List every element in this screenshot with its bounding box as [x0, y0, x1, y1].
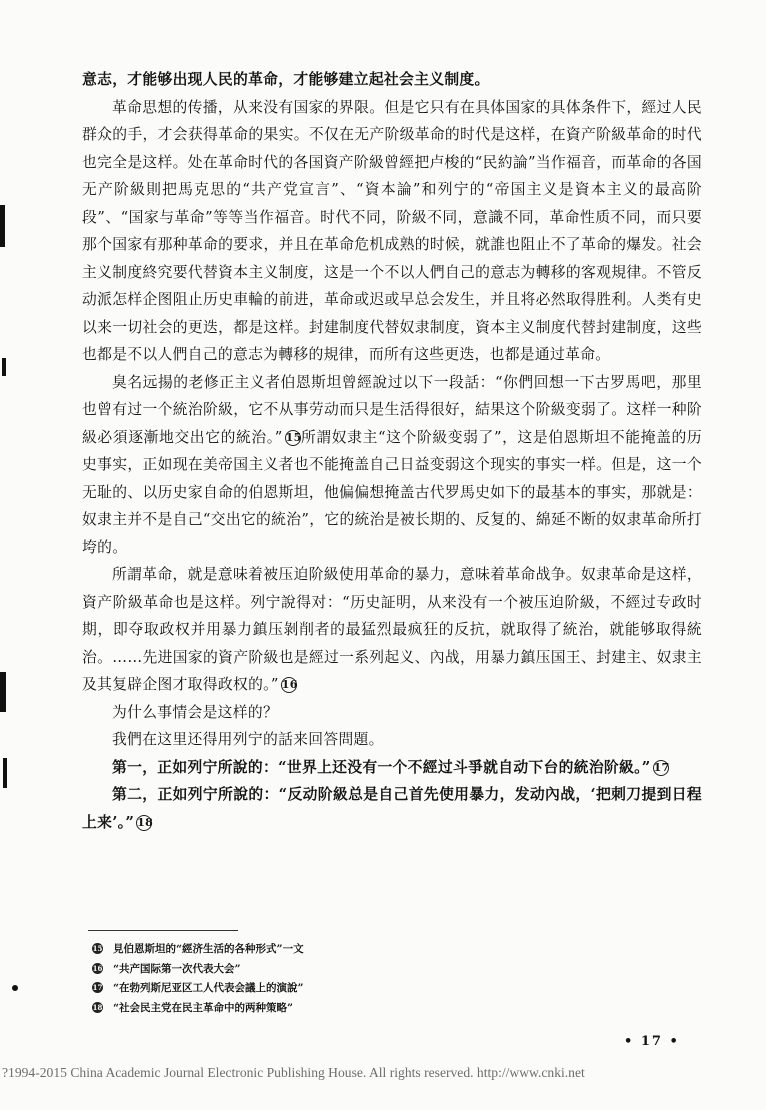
- scan-mark: [2, 358, 6, 376]
- footnote-ref: 16: [281, 678, 298, 691]
- footnote-ref: 18: [137, 815, 154, 829]
- paragraph-continuation: 意志，才能够出现人民的革命，才能够建立起社会主义制度。: [82, 71, 490, 88]
- footnote-item: [92, 999, 612, 1019]
- footnote-number: 15: [92, 944, 103, 953]
- footnote-text: “共产国际第一次代表大会”: [113, 962, 241, 975]
- body-text: [82, 66, 702, 836]
- paragraph-bernstein-quote: [82, 369, 702, 562]
- footnotes: [92, 940, 612, 1018]
- footnote-number: 16: [92, 963, 103, 973]
- scan-mark: [3, 758, 7, 788]
- footnote-item: [92, 979, 612, 999]
- paragraph-revolution-ideas: 革命思想的传播，从来没有国家的界限。但是它只有在具体国家的具体条件下，經过人民群众的手，才会获得革命的果实。不仅在无产阶级革命的时代是这样，在資产阶級革命的时代也完全是这样。处在革命时代的各国資产阶級曾經把卢梭的“民約論”当作福音，而革命的各国无产阶級則把馬克思的“共产党宣言”、“資本論”和列宁的“帝国主义是資本主义的最高阶段”、“国家与革命”等等当作福音。时代不同，阶級不同，意識不同，革命性质不同，而只要那个国家有那种革命的要求，并且在革命危机成熟的时候，就誰也阻止不了革命的爆发。社会主义制度終究要代替資本主义制度，这是一个不以人們自己的意志为轉移的客观規律。不管反动派怎样企图阻止历史車輪的前进，革命或迟或早总会发生，并且将必然取得胜利。人类有史以来一切社会的更迭，都是这样。封建制度代替奴隶制度，資本主义制度代替封建制度，这些也都是不以人們自己的意志为轉移的規律，而所有这些更迭，也都是通过革命。: [82, 98, 702, 363]
- page-number: • 17 •: [624, 1034, 680, 1049]
- copyright-footer: ?1994-2015 China Academic Journal Electronic Publishing House. All rights reserved. http://www.cnki.net: [2, 1065, 585, 1080]
- footnote-number: 17: [92, 983, 103, 992]
- footnote-text: “在勃列斯尼亚区工人代表会議上的演說”: [113, 982, 304, 994]
- footnote-text: 見伯恩斯坦的“經济生活的各种形式”一文: [113, 943, 304, 955]
- paragraph-answer-intro: 我們在这里还得用列宁的話来回答問題。: [112, 731, 384, 748]
- point-one-text: 第一，正如列宁所說的：“世界上还没有一个不經过斗爭就自动下台的統治阶級。”: [112, 758, 651, 776]
- paragraph-lenin-violence: [82, 561, 702, 699]
- paragraph-point-one: [82, 754, 702, 782]
- scan-mark: [0, 672, 6, 712]
- paragraph-question: 为什么事情会是这样的？: [112, 703, 279, 721]
- paragraph-point-two: [82, 781, 702, 836]
- lenin-violence-text: 所謂革命，就是意味着被压迫阶級使用革命的暴力，意味着革命战争。奴隶革命是这样，資产阶級革命也是这样。列宁說得对：“历史証明，从来没有一个被压迫阶級，不經过专政时期，即夺取政权并用暴力鎮压剝削者的最猛烈最疯狂的反抗，就取得了統治，就能够取得統治。……先进国家的資产阶級也是經过一系列起义、內战，用暴力鎮压国王、封建主、奴隶主及其复辟企图才取得政权的。”: [82, 566, 702, 693]
- footnote-divider: [88, 930, 238, 931]
- bernstein-rebuttal-text: 所謂奴隶主“这个阶級变弱了”，这是伯恩斯坦不能掩盖的历史事实，正如现在美帝国主义者也不能掩盖自己日益变弱这个现实的事实一样。但是，这一个无耻的、以历史家自命的伯恩斯坦，他偏偏想掩盖古代罗馬史如下的最基本的事实，那就是：奴隶主并不是自己“交出它的統治”，它的統治是被长期的、反复的、綿延不断的奴隶革命所打垮的。: [82, 428, 702, 556]
- bernstein-quote-text: 臭名远揚的老修正主义者伯恩斯坦曾經說过以下一段話：“你們回想一下古罗馬吧，那里也曾有过一个統治阶級，它不从事劳动而只是生活得很好，結果这个阶級变弱了。这样一种阶級必須逐漸地交出它的統治。”: [82, 373, 702, 446]
- footnote-text: “社会民主党在民主革命中的两种策略”: [113, 1001, 294, 1014]
- scan-mark: [12, 985, 18, 991]
- point-two-text: 第二，正如列宁所說的：“反动阶級总是自己首先使用暴力，发动內战，‘把刺刀提到日程上来’。”: [82, 786, 702, 831]
- footnote-ref: 17: [653, 760, 670, 774]
- footnote-item: [92, 940, 612, 960]
- footnote-number: 18: [92, 1002, 103, 1012]
- footnote-ref: 15: [285, 430, 302, 444]
- footnote-item: [92, 960, 612, 980]
- scan-mark: [0, 205, 5, 247]
